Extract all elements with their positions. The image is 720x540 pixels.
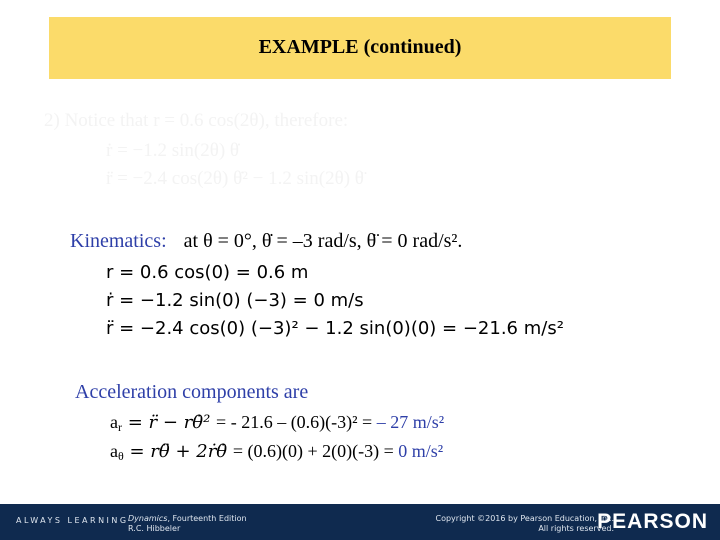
- kinematics-eq-rddot: r̈ = −2.4 cos(0) (−3)² − 1.2 sin(0)(0) = −21.6 m/s²: [106, 318, 564, 339]
- ar-formula: = r̈ − rθ̇²: [122, 412, 217, 433]
- ar-subscript: r: [118, 420, 122, 434]
- copyright: [435, 514, 614, 534]
- faded-note-line-2: ṙ = −1.2 sin(2θ) θ̇: [106, 140, 240, 161]
- title-bar: [49, 17, 671, 79]
- atheta-result: 0 m/s²: [398, 441, 444, 461]
- book-info: [128, 514, 247, 534]
- kinematics-eq-rdot: ṙ = −1.2 sin(0) (−3) = 0 m/s: [106, 290, 364, 311]
- kinematics-label: Kinematics:: [70, 230, 167, 252]
- ar-symbol: a: [110, 412, 118, 432]
- acceleration-transverse: [110, 441, 443, 464]
- atheta-formula: = rθ̈ + 2ṙθ̇: [123, 441, 233, 462]
- kinematics-header: [70, 230, 462, 253]
- always-learning-tagline: ALWAYS LEARNING: [16, 516, 129, 525]
- copyright-line-2: All rights reserved.: [538, 524, 614, 533]
- slide-title: EXAMPLE (continued): [258, 35, 462, 58]
- atheta-body: = (0.6)(0) + 2(0)(-3) =: [232, 441, 399, 461]
- acceleration-heading: Acceleration components are: [75, 381, 309, 403]
- faded-note-line-3: r̈ = −2.4 cos(2θ) θ̇² − 1.2 sin(2θ) θ̈: [106, 168, 364, 189]
- atheta-subscript: θ: [118, 449, 124, 463]
- ar-body: = - 21.6 – (0.6)(-3)² =: [216, 412, 377, 432]
- kinematics-eq-r: r = 0.6 cos(0) = 0.6 m: [106, 262, 309, 283]
- atheta-symbol: a: [110, 441, 118, 461]
- kinematics-conditions: at θ = 0°, θ̇ = –3 rad/s, θ̈ = 0 rad/s².: [183, 230, 463, 252]
- acceleration-radial: [110, 412, 444, 435]
- book-author: R.C. Hibbeler: [128, 524, 181, 533]
- pearson-logo: PEARSON: [597, 510, 708, 533]
- copyright-line-1: Copyright ©2016 by Pearson Education, Inc.: [435, 514, 614, 523]
- book-title: Dynamics: [128, 514, 168, 523]
- book-edition: , Fourteenth Edition: [167, 514, 247, 523]
- ar-result: – 27 m/s²: [376, 412, 445, 432]
- footer-bar: [0, 504, 720, 540]
- faded-note-line-1: 2) Notice that r = 0.6 cos(2θ), therefore:: [44, 110, 349, 131]
